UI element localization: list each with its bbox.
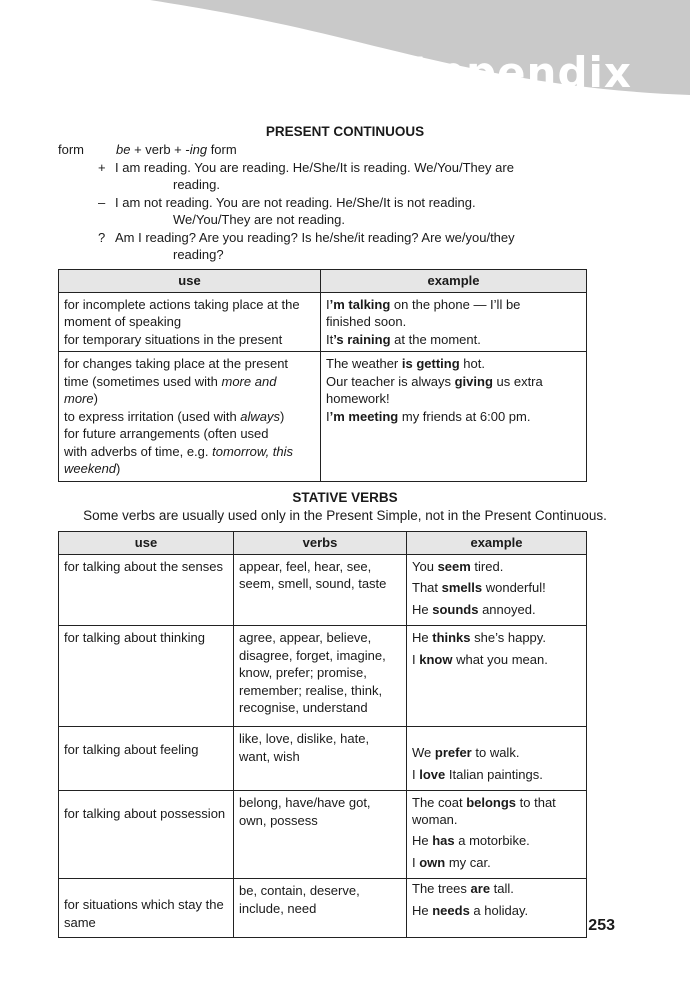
table-row <box>59 292 587 352</box>
page-number: 253 <box>588 917 615 934</box>
positive-symbol: + <box>98 159 106 175</box>
present-continuous-table <box>58 269 587 482</box>
col-header-verbs: verbs <box>234 532 407 555</box>
example-cell: I’m talking on the phone — I’ll be finished soon. It’s raining at the moment. <box>321 292 587 352</box>
present-continuous-heading: PRESENT CONTINUOUS <box>265 124 425 139</box>
verbs-cell: be, contain, deserve, include, need <box>234 879 407 938</box>
col-header-example: example <box>321 270 587 293</box>
table-row <box>59 626 587 727</box>
col-header-example: example <box>407 532 587 555</box>
table-row <box>59 879 587 938</box>
use-cell: for incomplete actions taking place at the moment of speaking for temporary situations in the present <box>59 292 321 352</box>
stative-verbs-table <box>58 531 587 938</box>
table-row <box>59 352 587 482</box>
example-cell: The coat belongs to that woman. He has a motorbike. I own my car. <box>407 791 587 879</box>
example-cell: You seem tired. That smells wonderful! He sounds annoyed. <box>407 554 587 626</box>
form-label: form <box>58 142 84 157</box>
negative-line-cont: We/You/They are not reading. <box>173 212 346 227</box>
verbs-cell: like, love, dislike, hate, want, wish <box>234 727 407 791</box>
col-header-use: use <box>59 532 234 555</box>
table-row <box>59 791 587 879</box>
example-cell: We prefer to walk. I love Italian paintings. <box>407 727 587 791</box>
table-row <box>59 554 587 626</box>
question-symbol: ? <box>98 229 106 245</box>
positive-line: I am reading. You are reading. He/She/It is reading. We/You/They are <box>115 159 514 175</box>
use-cell: for talking about thinking <box>59 626 234 727</box>
table-row <box>59 727 587 791</box>
use-cell: for talking about possession <box>59 791 234 879</box>
col-header-use: use <box>59 270 321 293</box>
example-cell: The trees are tall. He needs a holiday. <box>407 879 587 938</box>
use-cell: for talking about feeling <box>59 727 234 791</box>
positive-line-cont: reading. <box>173 177 220 192</box>
form-block <box>58 141 618 264</box>
stative-verbs-heading: STATIVE VERBS <box>292 490 398 505</box>
question-line-cont: reading? <box>173 247 224 262</box>
verbs-cell: appear, feel, hear, see, seem, smell, sound, taste <box>234 554 407 626</box>
use-cell: for situations which stay the same <box>59 879 234 938</box>
appendix-title: Appendix <box>401 48 632 97</box>
example-cell: The weather is getting hot. Our teacher is always giving us extra homework! I’m meeting my friends at 6:00 pm. <box>321 352 587 482</box>
form-formula: be + verb + -ing form <box>116 142 237 157</box>
use-cell: for talking about the senses <box>59 554 234 626</box>
negative-symbol: – <box>98 194 106 210</box>
verbs-cell: belong, have/have got, own, possess <box>234 791 407 879</box>
negative-line: I am not reading. You are not reading. He/She/It is not reading. <box>115 194 476 210</box>
stative-verbs-subtitle: Some verbs are usually used only in the Present Simple, not in the Present Continuous. <box>83 508 607 523</box>
verbs-cell: agree, appear, believe, disagree, forget, imagine, know, prefer; promise, remember; realise, think, recognise, understand <box>234 626 407 727</box>
example-cell: He thinks she’s happy. I know what you mean. <box>407 626 587 727</box>
question-line: Am I reading? Are you reading? Is he/she/it reading? Are we/you/they <box>115 229 515 245</box>
use-cell: for changes taking place at the present time (sometimes used with more and more) to express irritation (used with always) for future arrangements (often used with adverbs of time, e.g. tomorrow, this weekend) <box>59 352 321 482</box>
